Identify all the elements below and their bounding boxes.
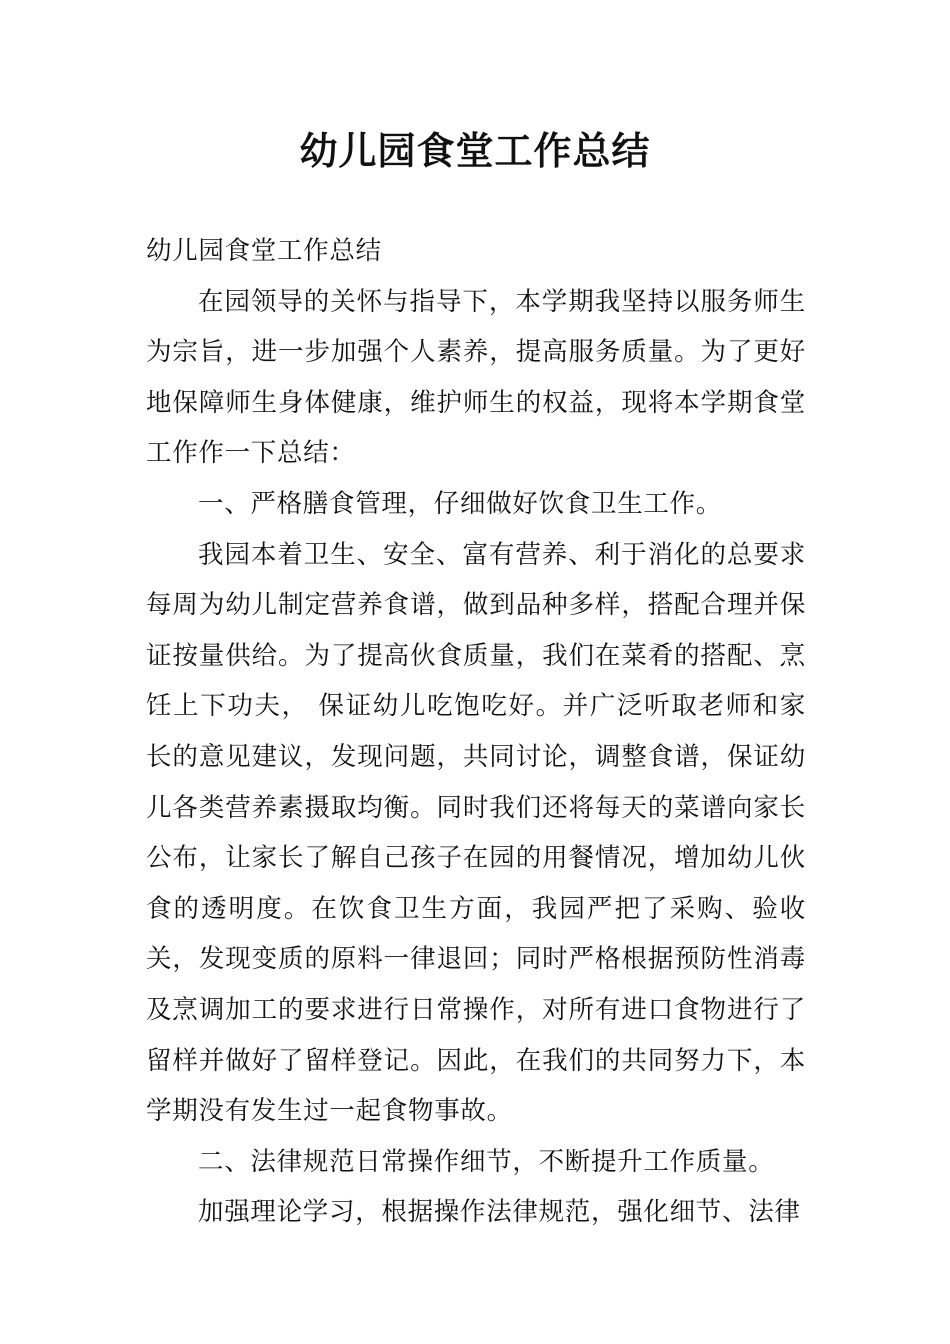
section-2-paragraph: 加强理论学习，根据操作法律规范，强化细节、法律 xyxy=(198,1197,801,1228)
section-heading-2: 二、法律规范日常操作细节，不断提升工作质量。 xyxy=(198,1146,775,1177)
document-title: 幼儿园食堂工作总结 xyxy=(299,129,651,173)
section-1-paragraph: 我园本着卫生、安全、富有营养、利于消化的总要求每周为幼儿制定营养食谱，做到品种多样，搭配合理并保证按量供给。为了提高伙食质量，我们在菜肴的搭配、烹饪上下功夫， 保证幼儿吃饱吃好。并广泛听取老师和家长的意见建议，发现问题，共同讨论，调整食谱，保证幼儿各类营养素摄取均衡。同时我们还将每天的菜谱向家长公布，让家长了解自己孩子在园的用餐情况，增加幼儿伙食的透明度。在饮食卫生方面，我园严把了采购、验收关，发现变质的原料一律退回；同时严格根据预防性消毒及烹调加工的要求进行日常操作，对所有进口食物进行了留样并做好了留样登记。因此，在我们的共同努力下，本学期没有发生过一起食物事故。 xyxy=(146,539,806,1127)
body-heading-paragraph: 幼儿园食堂工作总结 xyxy=(146,236,382,266)
intro-paragraph: 在园领导的关怀与指导下，本学期我坚持以服务师生为宗旨，进一步加强个人素养，提高服务质量。为了更好地保障师生身体健康，维护师生的权益，现将本学期食堂工作作一下总结： xyxy=(146,286,806,469)
section-heading-1: 一、严格膳食管理，仔细做好饮食卫生工作。 xyxy=(198,488,723,519)
document-body xyxy=(146,226,806,1238)
